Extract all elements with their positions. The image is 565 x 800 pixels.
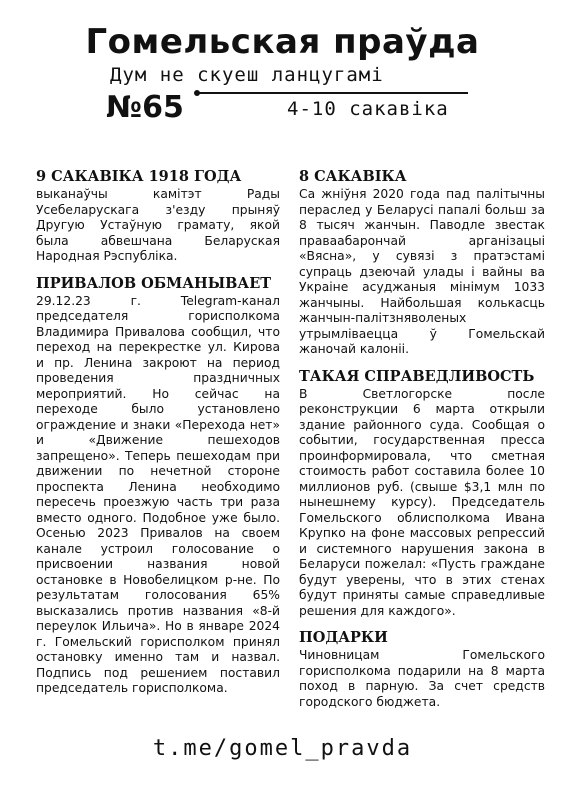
article-heading: ПОДАРКИ [299, 629, 388, 646]
article-heading: ТАКАЯ СПРАВЕДЛИВОСТЬ [299, 367, 535, 385]
article-heading: ПРИВАЛОВ ОБМАНЫВАЕТ [36, 274, 272, 292]
article-body: Са жніўня 2020 года пад палітычны пераслед у Беларусі папалі больш за 8 тысяч жанчын. Паводле звестак праваабарончай арганізацыі «Вясна», у сувязі з пратэстамі супраць дзеючай улады і вайны ва Украіне асуджаныя мінімум 1033 жанчыны. Найбольшая колькасць жанчын-палітзняволеных утрымліваецца ў Гомельскай жаночай калоніі. [299, 187, 545, 356]
newspaper-title: Гомельская праўда [85, 22, 480, 62]
article-body: В Светлогорске после реконструкции 6 марта открыли здание районного суда. Сообщая о событии, государственная пресса проинформировала, что сметная стоимость работ составила более 10 миллионов руб. (свыше $3,1 млн по нынешнему курсу). Председатель Гомельского облисполкома Ивана Крупко на фоне массовых репрессий и системного нарушения закона в Беларуси пожелал: «Пусть граждане будут уверены, что в этих стенах будут приняты самые справедливые решения для каждого». [299, 386, 545, 618]
article-justice [299, 368, 545, 620]
article-body: 29.12.23 г. Telegram-канал председателя горисполкома Владимира Привалова сообщил, что переход на перекрестке ул. Кирова и пр. Ленина закроют на период проведения праздничных мероприятий. Но сейчас на переходе было установлено ограждение и знаки «Перехода нет» и «Движение пешеходов запрещено». Теперь пешеходам при движении по нечетной стороне проспекта Ленина необходимо пересечь проезжую часть три раза вместо одного. Подобное уже было. Осенью 2023 Привалов на своем канале устроил голосование о присвоении названия новой остановке в Новобелицком р-не. По результатам голосования 65% высказались против названия «8-й переулок Ильича». Но в январе 2024 г. Гомельский горисполком принял остановку именно там и назвал. Подпись под решением поставил председатель горисполкома. [36, 293, 280, 695]
article-bnr [36, 168, 280, 265]
article-march-8 [299, 168, 545, 358]
issue-number: №65 [106, 90, 184, 125]
article-privalov [36, 275, 280, 697]
telegram-link[interactable]: t.me/gomel_pravda [152, 736, 413, 761]
left-column [36, 168, 280, 707]
newspaper-slogan: Дум не скуеш ланцугамі [110, 64, 384, 86]
article-heading: 9 САКАВІКА 1918 ГОДА [36, 168, 242, 185]
right-column [299, 168, 545, 720]
article-gifts [299, 629, 545, 710]
issue-dates: 4-10 сакавіка [287, 98, 449, 120]
article-body: Чиновницам Гомельского горисполкома подарили на 8 марта поход в парную. За счет средств городского бюджета. [299, 648, 545, 709]
masthead-divider [198, 92, 468, 94]
article-heading: 8 САКАВІКА [299, 168, 407, 185]
article-body: выканаўчы камітэт Рады Усебеларускага з'езду прыняў Другую Устаўную грамату, якой была абвешчана Беларуская Народная Рэспубліка. [36, 187, 280, 263]
